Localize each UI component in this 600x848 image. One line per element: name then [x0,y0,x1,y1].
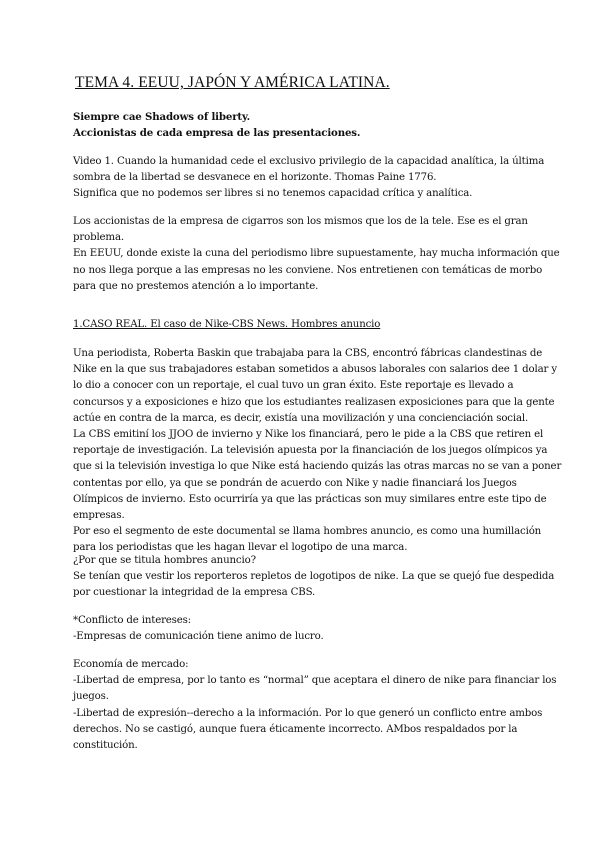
case-line: empresas. [73,510,125,522]
accionistas-line: En EEUU, donde existe la cuna del periodismo libre supuestamente, hay mucha información que [73,248,560,260]
page-title: TEMA 4. EEUU, JAPÓN Y AMÉRICA LATINA. [75,74,390,91]
case-line: La CBS emitiní los JJOO de invierno y Nike los financiará, pero le pide a la CBS que retiren el [73,429,544,441]
intro-line: Accionistas de cada empresa de las presentaciones. [73,127,361,140]
case-paragraph [73,346,562,557]
section-heading-block [73,317,543,333]
case-line: Olímpicos de invierno. Esto ocurriría ya que las prácticas son muy similares entre este tipo de [73,493,547,505]
case-line: que si la televisión investiga lo que Nike está haciendo quizás las otras marcas no se van a poner [73,461,562,473]
video1-paragraph [73,154,543,203]
conflicto-line: *Conflicto de intereses: [73,615,191,626]
economia-line: -Libertad de expresión--derecho a la información. Por lo que generó un conflicto entre ambos [73,707,543,719]
conflicto-line: -Empresas de comunicación tiene animo de lucro. [73,631,324,643]
accionistas-line: problema. [73,232,124,244]
video1-line: sombra de la libertad se desvanece en el horizonte. Thomas Paine 1776. [73,172,437,184]
economia-line: -Libertad de empresa, por lo tanto es “normal” que aceptara el dinero de nike para financiar los [73,675,557,687]
case-line: Una periodista, Roberta Baskin que trabajaba para la CBS, encontró fábricas clandestinas de [73,348,543,359]
accionistas-paragraph [73,214,560,295]
case-line: para los periodistas que les hagan llevar el logotipo de una marca. [73,542,408,554]
question-line: ¿Por que se titula hombres anuncio? [73,555,256,566]
section-heading: 1.CASO REAL. El caso de Nike-CBS News. Hombres anuncio [73,319,381,330]
case-line: contentas por ello, ya que se pondrán de acuerdo con Nike y nadie financiará los Juegos [73,477,517,489]
economia-line: juegos. [73,691,109,703]
intro-line: Siempre cae Shadows of liberty. [73,111,250,123]
conflicto-paragraph [73,613,543,645]
case-line: lo dio a conocer con un reportaje, el cual tuvo un gran éxito. Este reportaje es llevado a [73,380,514,392]
case-line: actúe en contra de la marca, es decir, existía una movilización y una concienciación social. [73,412,529,424]
economia-line: derechos. No se castigó, aunque fuera éticamente incorrecto. AMbos respaldados por la [73,723,518,735]
economia-line: Economía de mercado: [73,659,189,670]
case-line: Nike en la que sus trabajadores estaban sometidos a abusos laborales con salarios dee 1 dolar y [73,364,557,376]
question-line: por cuestionar la integridad de la empresa CBS. [73,587,316,599]
economia-paragraph [73,657,557,754]
video1-line: Significa que no podemos ser libres si no tenemos capacidad crítica y analítica. [73,188,473,200]
video1-line: Video 1. Cuando la humanidad cede el exclusivo privilegio de la capacidad analítica, la última [73,156,545,167]
accionistas-line: para que no prestemos atención a lo importante. [73,280,319,292]
question-line: Se tenían que vestir los reporteros repletos de logotipos de nike. La que se quejó fue despedida [73,571,555,583]
accionistas-line: no nos llega porque a las empresas no les conviene. Nos entretienen con temáticas de morbo [73,264,543,276]
intro-paragraph [73,109,543,141]
accionistas-line: Los accionistas de la empresa de cigarros son los mismos que los de la tele. Ese es el gran [73,216,528,227]
case-line: Por eso el segmento de este documental se llama hombres anuncio, es como una humillación [73,526,542,538]
economia-line: constitución. [73,740,138,752]
case-line: reportaje de investigación. La televisión apuesta por la financiación de los juegos olímpicos ya [73,445,548,457]
question-paragraph [73,553,555,602]
case-line: concursos y a exposiciones e hizo que los estudiantes realizasen exposiciones para que la gente [73,396,555,408]
